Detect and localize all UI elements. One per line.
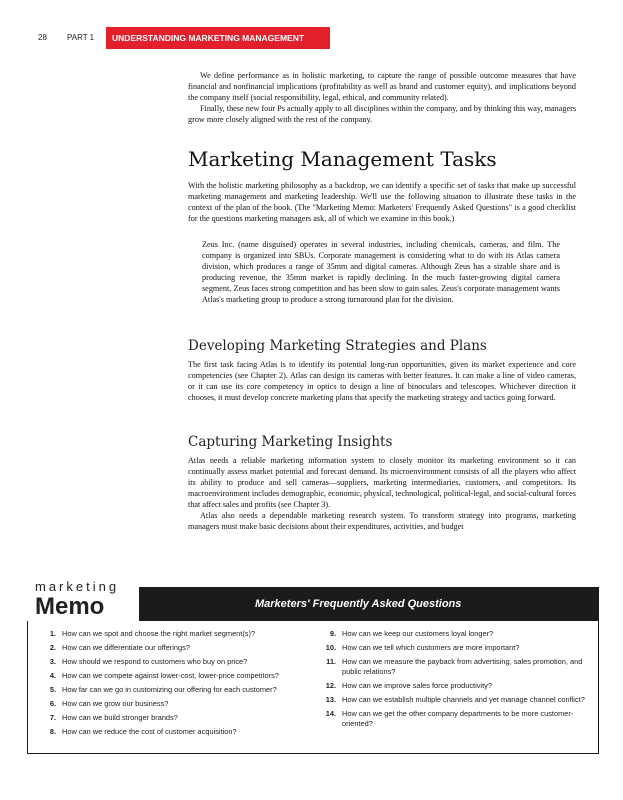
intro-paragraph: Finally, these new four Ps actually apply to all disciplines within the company, and by thinking this way, managers grow more closely aligned with the rest of the company. bbox=[188, 104, 576, 124]
question-text: How can we get the other company departments to be more customer-oriented? bbox=[342, 709, 574, 728]
question-number: 9. bbox=[329, 629, 336, 638]
question-list-right bbox=[308, 629, 588, 733]
question-text: How far can we go in customizing our offering for each customer? bbox=[62, 685, 277, 694]
intro-paragraph: We define performance as in holistic marketing, to capture the range of possible outcome measures that have financial and nonfinancial implications (profitability as well as brand and customer equity), and implications beyond the company itself (social responsibility, legal, ethical, and community related). bbox=[188, 71, 576, 102]
question-number: 12. bbox=[325, 681, 336, 690]
section-title: Marketing Management Tasks bbox=[188, 147, 497, 171]
question-item bbox=[308, 643, 588, 653]
memo-logo-big: Memo bbox=[35, 593, 105, 620]
memo-title: Marketers' Frequently Asked Questions bbox=[255, 598, 462, 610]
question-item bbox=[34, 727, 304, 737]
subsection-body-strategies bbox=[188, 359, 576, 403]
memo-body bbox=[27, 621, 599, 754]
question-item bbox=[308, 629, 588, 639]
memo-logo bbox=[27, 577, 139, 621]
question-number: 13. bbox=[325, 695, 336, 704]
question-item bbox=[308, 657, 588, 677]
question-number: 10. bbox=[325, 643, 336, 652]
question-item bbox=[308, 681, 588, 691]
question-number: 8. bbox=[49, 727, 56, 736]
question-text: How can we keep our customers loyal longer? bbox=[342, 629, 494, 638]
question-number: 1. bbox=[49, 629, 56, 638]
question-number: 4. bbox=[49, 671, 56, 680]
page-number: 28 bbox=[38, 33, 47, 42]
question-text: How can we spot and choose the right market segment(s)? bbox=[62, 629, 256, 638]
question-item bbox=[34, 657, 304, 667]
question-text: How can we tell which customers are more important? bbox=[342, 643, 520, 652]
part-label: PART 1 bbox=[67, 33, 95, 42]
marketing-memo-box bbox=[27, 577, 599, 755]
part-title: UNDERSTANDING MARKETING MANAGEMENT bbox=[112, 33, 305, 43]
subsection-body-insights bbox=[188, 455, 576, 532]
question-text: How can we reduce the cost of customer acquisition? bbox=[62, 727, 237, 736]
page-header bbox=[0, 27, 623, 49]
question-item bbox=[34, 699, 304, 709]
question-item bbox=[308, 709, 588, 729]
question-text: How can we build stronger brands? bbox=[62, 713, 178, 722]
question-item bbox=[34, 685, 304, 695]
section-body bbox=[188, 180, 576, 224]
question-text: How can we measure the payback from advertising, sales promotion, and public relations? bbox=[342, 657, 583, 676]
question-item bbox=[34, 629, 304, 639]
question-number: 14. bbox=[325, 709, 336, 718]
case-quote bbox=[202, 239, 560, 305]
memo-logo-small: marketing bbox=[35, 579, 120, 594]
subsection-paragraph: Atlas needs a reliable marketing information system to closely monitor its marketing environment so it can continually assess market potential and forecast demand. Its microenvironment consists of all the players who affect its ability to produce and sell cameras—suppliers, marketing intermediaries, customers, and competitors. Its macroenvironment includes demographic, economic, physical, technological, political-legal, and social-cultural forces that affect sales and profits (see Chapter 3). bbox=[188, 456, 576, 509]
subsection-title-insights: Capturing Marketing Insights bbox=[188, 434, 393, 450]
section-paragraph: With the holistic marketing philosophy as a backdrop, we can identify a specific set of tasks that make up successful marketing management and marketing leadership. We'll use the following situation to illustrate these tasks in the context of the plan of the book. (The "Marketing Memo: Marketers' Frequently Asked Questions" is a good checklist for the questions marketing managers ask, all of which we examine in this book.) bbox=[188, 181, 576, 223]
question-item bbox=[34, 713, 304, 723]
question-text: How can we differentiate our offerings? bbox=[62, 643, 190, 652]
question-text: How can we grow our business? bbox=[62, 699, 169, 708]
question-text: How can we improve sales force productivity? bbox=[342, 681, 492, 690]
question-text: How can we establish multiple channels and yet manage channel conflict? bbox=[342, 695, 585, 704]
question-item bbox=[308, 695, 588, 705]
subsection-paragraph: Atlas also needs a dependable marketing research system. To transform strategy into programs, marketing managers must make basic decisions about their expenditures, activities, and budget bbox=[188, 511, 576, 531]
question-number: 11. bbox=[326, 657, 336, 666]
question-text: How should we respond to customers who buy on price? bbox=[62, 657, 248, 666]
question-item bbox=[34, 643, 304, 653]
question-number: 6. bbox=[49, 699, 56, 708]
subsection-title-strategies: Developing Marketing Strategies and Plans bbox=[188, 338, 487, 354]
question-number: 2. bbox=[49, 643, 56, 652]
question-number: 3. bbox=[49, 657, 56, 666]
case-paragraph: Zeus Inc. (name disguised) operates in several industries, including chemicals, cameras, and film. The company is organized into SBUs. Corporate management is considering what to do with its Atlas camera division, which produces a range of 35mm and digital cameras. Although Zeus has a sizable share and is producing revenue, the 35mm market is rapidly declining. In the much faster-growing digital camera segment, Zeus faces strong competition and has been slow to gain sales. Zeus's corporate management wants Atlas's marketing group to produce a strong turnaround plan for the division. bbox=[202, 240, 560, 304]
question-item bbox=[34, 671, 304, 681]
question-text: How can we compete against lower-cost, lower-price competitors? bbox=[62, 671, 279, 680]
memo-title-bar bbox=[139, 587, 599, 621]
subsection-paragraph: The first task facing Atlas is to identify its potential long-run opportunities, given its market experience and core competencies (see Chapter 2). Atlas can design its cameras with better features. It can make a line of video cameras, or it can use its core competency in optics to design a line of binoculars and telescopes. Whichever direction it chooses, it must develop concrete marketing plans that specify the marketing strategy and tactics going forward. bbox=[188, 360, 576, 402]
question-number: 7. bbox=[49, 713, 56, 722]
intro-text bbox=[188, 70, 576, 125]
part-title-bar bbox=[106, 27, 330, 49]
question-list-left bbox=[34, 629, 304, 741]
question-number: 5. bbox=[49, 685, 56, 694]
